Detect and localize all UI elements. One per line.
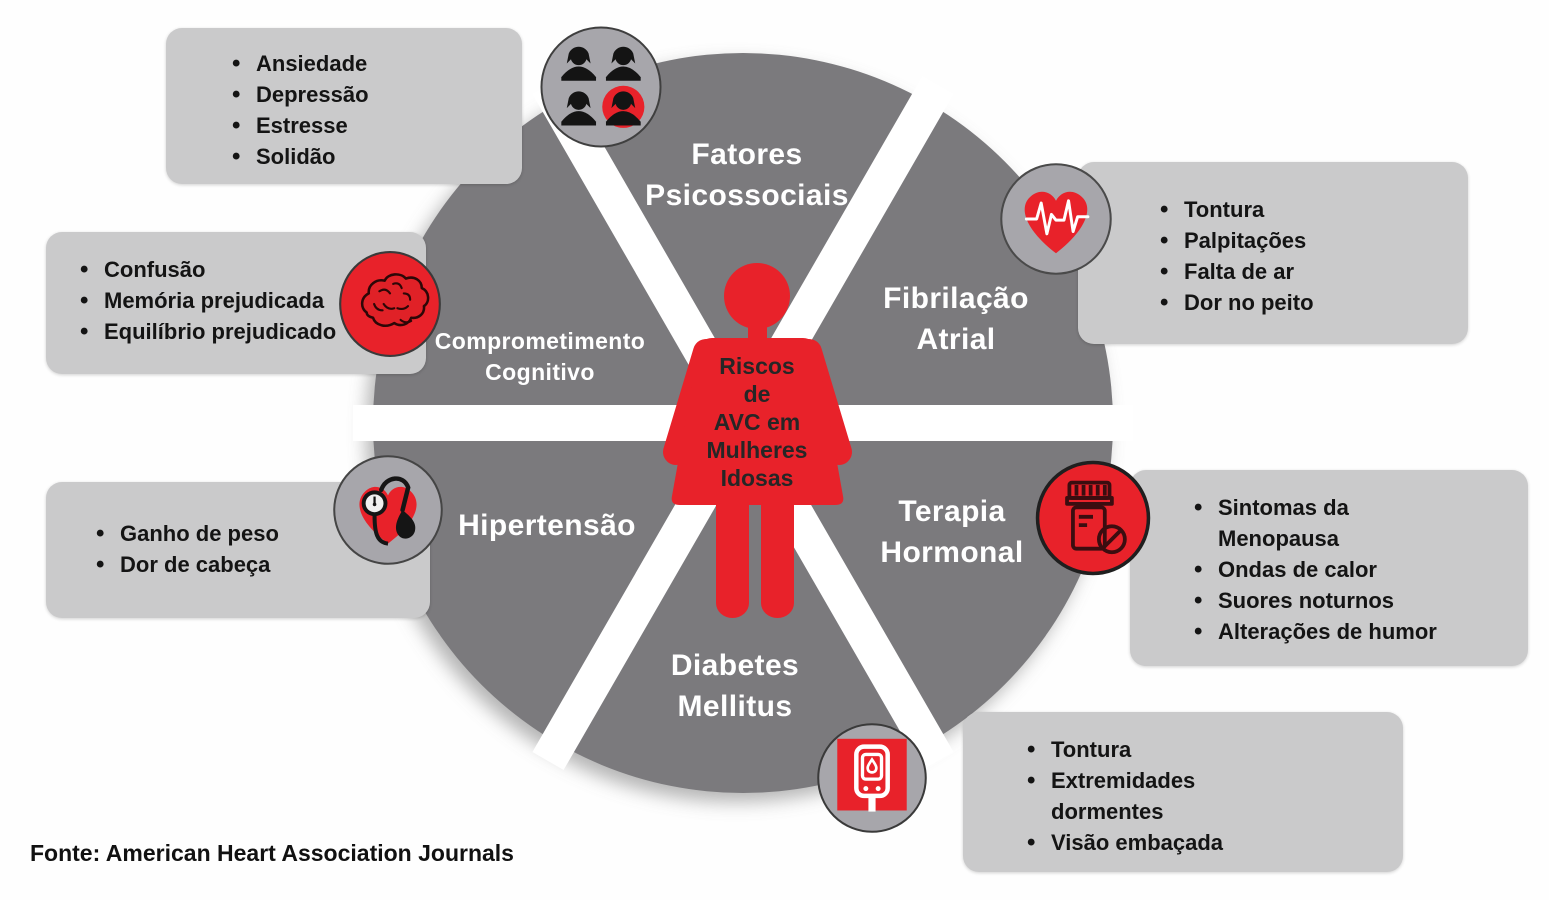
list-item: • Memória prejudicada: [76, 285, 420, 316]
list-item: • Palpitações: [1156, 225, 1458, 256]
list-item: • Alterações de humor: [1190, 616, 1416, 647]
list-item: • Estresse: [228, 110, 512, 141]
list-item: • Equilíbrio prejudicado: [76, 316, 420, 347]
wedge-label-psicossociais: Fatores Psicossociais: [645, 138, 849, 212]
list-item: • Dor de cabeça: [92, 549, 424, 580]
hormone-therapy-symptoms-box: [1130, 470, 1528, 666]
list-item: • Confusão: [76, 254, 420, 285]
list-item: • Ansiedade: [228, 48, 512, 79]
wedge-label-diabetes: Diabetes Mellitus: [670, 649, 800, 723]
source-citation: Fonte: American Heart Association Journals: [30, 840, 514, 866]
brain-icon: [337, 248, 443, 360]
list-item: • Suores noturnos: [1190, 585, 1416, 616]
afib-symptoms-list: [1078, 162, 1468, 318]
diabetes-symptoms-list: [963, 712, 1403, 858]
list-item: • Visão embaçada: [1023, 827, 1235, 858]
pill-bottle-icon: [1034, 459, 1152, 577]
list-item: • Falta de ar: [1156, 256, 1458, 287]
svg-text:Mulheres: Mulheres: [706, 437, 808, 463]
svg-text:de: de: [743, 381, 771, 407]
list-item: • Extremidades dormentes: [1023, 765, 1235, 827]
woman-head: [724, 263, 790, 329]
svg-text:Idosas: Idosas: [720, 465, 794, 491]
heart-ecg-icon: [999, 162, 1113, 276]
diabetes-symptoms-box: [963, 712, 1403, 872]
glucose-meter-icon: [816, 722, 928, 834]
psychosocial-symptoms-list: [166, 28, 522, 172]
women-group-icon: [539, 25, 663, 149]
list-item: • Dor no peito: [1156, 287, 1458, 318]
list-item: • Depressão: [228, 79, 512, 110]
list-item: • Tontura: [1156, 194, 1458, 225]
wedge-label-cognitivo: Comprometimento Cognitivo: [434, 328, 646, 385]
psychosocial-symptoms-box: [166, 28, 522, 184]
list-item: • Ondas de calor: [1190, 554, 1416, 585]
hormone-therapy-symptoms-list: [1130, 470, 1528, 647]
list-item: • Tontura: [1023, 734, 1235, 765]
wedge-label-hipertensao: Hipertensão: [458, 509, 636, 542]
wedge-label-fibrilacao: Fibrilação Atrial: [883, 282, 1029, 356]
svg-text:Riscos: Riscos: [719, 353, 795, 379]
list-item: • Sintomas da Menopausa: [1190, 492, 1416, 554]
wedge-label-terapia: Terapia Hormonal: [880, 495, 1024, 569]
svg-text:AVC em: AVC em: [713, 409, 801, 435]
afib-symptoms-box: [1078, 162, 1468, 344]
center-title: [707, 353, 808, 491]
list-item: • Solidão: [228, 141, 512, 172]
list-item: • Ganho de peso: [92, 518, 424, 549]
blood-pressure-monitor-icon: [332, 454, 444, 566]
